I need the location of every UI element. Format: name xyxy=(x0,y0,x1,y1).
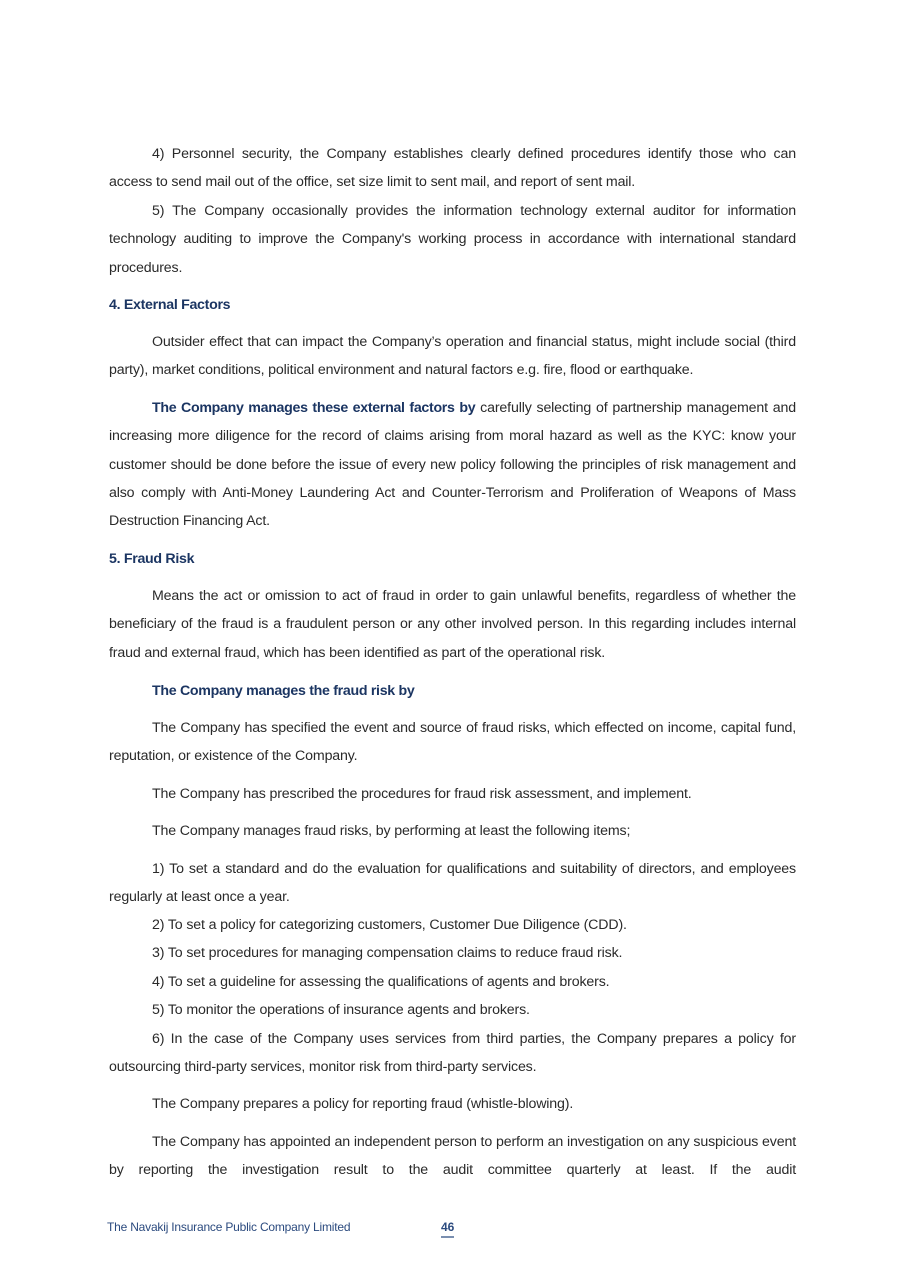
paragraph-independent-investigation: The Company has appointed an independent person to perform an investigation on any suspicious event by reporting the investigation result to the audit committee quarterly at least. If the audit xyxy=(109,1134,796,1179)
external-management-lead: The Company manages these external factors by xyxy=(152,400,476,416)
list-item-fraud-5: 5) To monitor the operations of insurance agents and brokers. xyxy=(152,1002,530,1018)
list-item-fraud-4: 4) To set a guideline for assessing the qualifications of agents and brokers. xyxy=(152,974,610,990)
section-heading-external-factors: 4. External Factors xyxy=(109,297,231,313)
paragraph-fraud-items-intro: The Company manages fraud risks, by performing at least the following items; xyxy=(152,823,631,839)
paragraph-fraud-sources: The Company has specified the event and source of fraud risks, which effected on income, capital fund, reputation, or existence of the Company. xyxy=(109,720,796,765)
list-item-fraud-3: 3) To set procedures for managing compensation claims to reduce fraud risk. xyxy=(152,945,623,961)
paragraph-personnel-security: 4) Personnel security, the Company establishes clearly defined procedures identify those who can access to send mail out of the office, set size limit to sent mail, and report of sent mail. xyxy=(109,146,796,191)
subheading-fraud-management: The Company manages the fraud risk by xyxy=(152,683,415,699)
list-item-fraud-6: 6) In the case of the Company uses services from third parties, the Company prepares a policy for outsourcing third-party services, monitor risk from third-party services. xyxy=(109,1031,796,1076)
footer-page-number: 46 xyxy=(441,1220,454,1238)
paragraph-it-auditor: 5) The Company occasionally provides the information technology external auditor for information technology auditing to improve the Company's working process in accordance with international standard procedures. xyxy=(109,203,796,276)
paragraph-fraud-procedures: The Company has prescribed the procedures for fraud risk assessment, and implement. xyxy=(152,786,692,802)
paragraph-fraud-intro: Means the act or omission to act of fraud in order to gain unlawful benefits, regardless of whether the beneficiary of the fraud is a fraudulent person or any other involved person. In this regarding includes internal fraud and external fraud, which has been identified as part of the operational risk. xyxy=(109,588,796,661)
list-item-fraud-1: 1) To set a standard and do the evaluation for qualifications and suitability of directors, and employees regularly at least once a year. xyxy=(109,861,796,906)
paragraph-whistle-blowing: The Company prepares a policy for reporting fraud (whistle-blowing). xyxy=(152,1096,574,1112)
paragraph-external-management xyxy=(109,394,796,535)
footer-company-name: The Navakij Insurance Public Company Limited xyxy=(107,1220,351,1234)
section-heading-fraud-risk: 5. Fraud Risk xyxy=(109,551,195,567)
paragraph-external-intro: Outsider effect that can impact the Company’s operation and financial status, might include social (third party), market conditions, political environment and natural factors e.g. fire, flood or earthquake. xyxy=(109,334,796,379)
external-management-text: carefully selecting of partnership management and increasing more diligence for the record of claims arising from moral hazard as well as the KYC: know your customer should be done before the issue of every new policy following the principles of risk management and also comply with Anti-Money Laundering Act and Counter-Terrorism and Proliferation of Weapons of Mass Destruction Financing Act. xyxy=(109,400,796,530)
list-item-fraud-2: 2) To set a policy for categorizing customers, Customer Due Diligence (CDD). xyxy=(152,917,627,933)
